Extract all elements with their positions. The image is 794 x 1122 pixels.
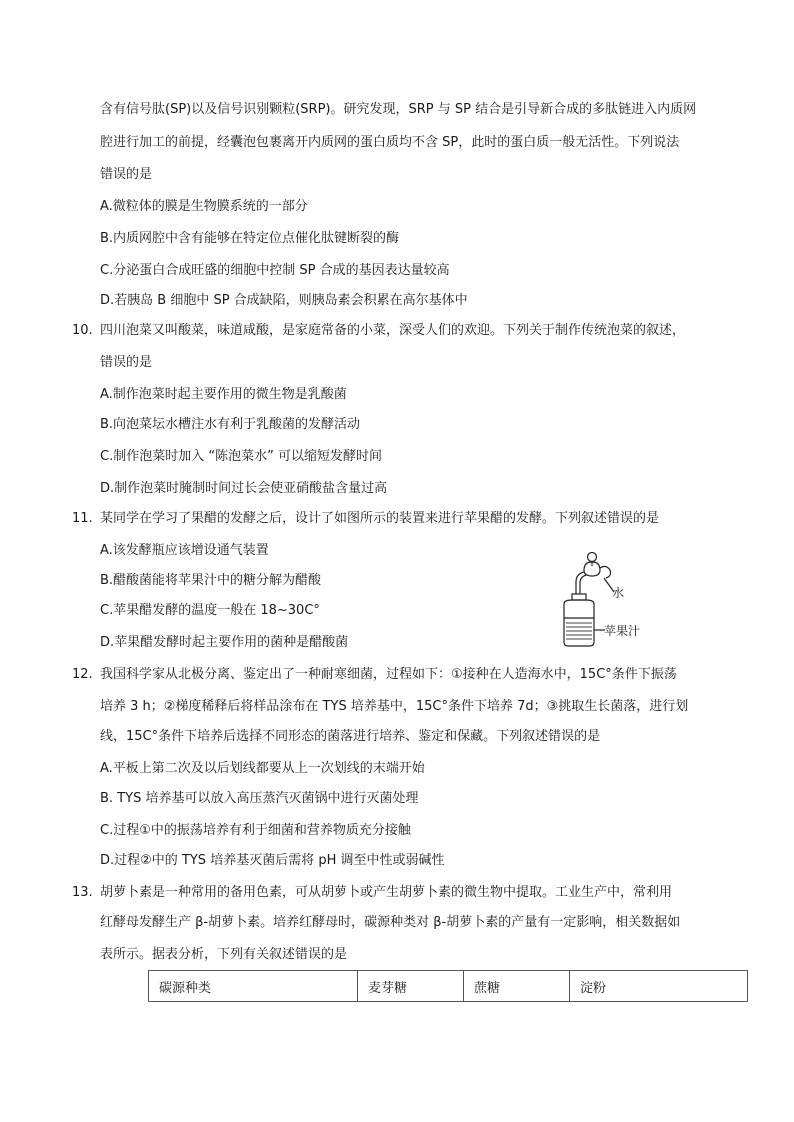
table-header-row — [149, 971, 748, 1002]
q13-number: 13. — [72, 885, 93, 900]
q10-option-b: B.向泡菜坛水槽注水有利于乳酸菌的发酵活动 — [100, 417, 361, 432]
q10-option-d: D.制作泡菜时腌制时间过长会使亚硝酸盐含量过高 — [100, 481, 388, 496]
q11-option-a: A.该发酵瓶应该增设通气装置 — [100, 543, 269, 558]
q10-stem-line-2: 错误的是 — [100, 355, 153, 370]
q10-option-a: A.制作泡菜时起主要作用的微生物是乳酸菌 — [100, 387, 347, 402]
table-header-starch: 淀粉 — [570, 971, 748, 1002]
q9-intro-line-1: 含有信号肽(SP)以及信号识别颗粒(SRP)。研究发现，SRP 与 SP 结合是引导新合成的多肽链进入内质网 — [100, 102, 697, 117]
q12-option-d: D.过程②中的 TYS 培养基灭菌后需将 pH 调至中性或弱碱性 — [100, 853, 445, 868]
q9-option-d: D.若胰岛 B 细胞中 SP 合成缺陷，则胰岛素会积累在高尔基体中 — [100, 293, 468, 308]
q12-stem-line-3: 线，15C°条件下培养后选择不同形态的菌落进行培养、鉴定和保藏。下列叙述错误的是 — [100, 729, 601, 744]
q10-option-c: C.制作泡菜时加入 “陈泡菜水” 可以缩短发酵时间 — [100, 449, 382, 464]
figure-label-water: 水 — [612, 586, 625, 600]
q13-stem-line-2: 红酵母发酵生产 β-胡萝卜素。培养红酵母时，碳源种类对 β-胡萝卜素的产量有一定影响，相关数据如 — [100, 915, 681, 930]
q12-option-c: C.过程①中的振荡培养有利于细菌和营养物质充分接触 — [100, 823, 411, 838]
q9-intro-line-2: 腔进行加工的前提，经囊泡包裹离开内质网的蛋白质均不含 SP，此时的蛋白质一般无活性。下列说法 — [100, 135, 680, 150]
q9-option-b: B.内质网腔中含有能够在特定位点催化肽键断裂的酶 — [100, 231, 400, 246]
q12-option-a: A.平板上第二次及以后划线都要从上一次划线的末端开始 — [100, 761, 425, 776]
q10-stem-line-1: 四川泡菜又叫酸菜，味道咸酸，是家庭常备的小菜，深受人们的欢迎。下列关于制作传统泡菜的叙述， — [100, 323, 686, 338]
q12-stem-line-1: 我国科学家从北极分离、鉴定出了一种耐寒细菌，过程如下：①接种在人造海水中，15C°条件下振荡 — [100, 667, 677, 682]
table-header-maltose: 麦芽糖 — [358, 971, 464, 1002]
q13-stem-line-1: 胡萝卜素是一种常用的备用色素，可从胡萝卜或产生胡萝卜素的微生物中提取。工业生产中，常利用 — [100, 885, 673, 900]
q11-number: 11. — [72, 511, 93, 526]
q12-stem-line-2: 培养 3 h；②梯度稀释后将样品涂布在 TYS 培养基中，15C°条件下培养 7d；③挑取生长菌落，进行划 — [100, 699, 689, 714]
q9-intro-line-3: 错误的是 — [100, 167, 153, 182]
q11-option-d: D.苹果醋发酵时起主要作用的菌种是醋酸菌 — [100, 635, 349, 650]
q11-option-b: B.醋酸菌能将苹果汁中的糖分解为醋酸 — [100, 573, 322, 588]
table-header-sucrose: 蔗糖 — [464, 971, 570, 1002]
fermentation-apparatus-figure — [548, 548, 658, 648]
q9-option-c: C.分泌蛋白合成旺盛的细胞中控制 SP 合成的基因表达量较高 — [100, 263, 450, 278]
q9-option-a: A.微粒体的膜是生物膜系统的一部分 — [100, 199, 308, 214]
q13-stem-line-3: 表所示。据表分析，下列有关叙述错误的是 — [100, 947, 348, 962]
q12-number: 12. — [72, 667, 93, 682]
figure-label-apple-juice: 苹果汁 — [604, 624, 641, 638]
table-header-carbon-source: 碳源种类 — [149, 971, 358, 1002]
q10-number: 10. — [72, 323, 93, 338]
carbon-source-table — [148, 970, 748, 1002]
q11-stem: 某同学在学习了果醋的发酵之后，设计了如图所示的装置来进行苹果醋的发酵。下列叙述错误的是 — [100, 511, 660, 526]
q11-option-c: C.苹果醋发酵的温度一般在 18~30C° — [100, 603, 320, 618]
q12-option-b: B. TYS 培养基可以放入高压蒸汽灭菌锅中进行灭菌处理 — [100, 791, 419, 806]
